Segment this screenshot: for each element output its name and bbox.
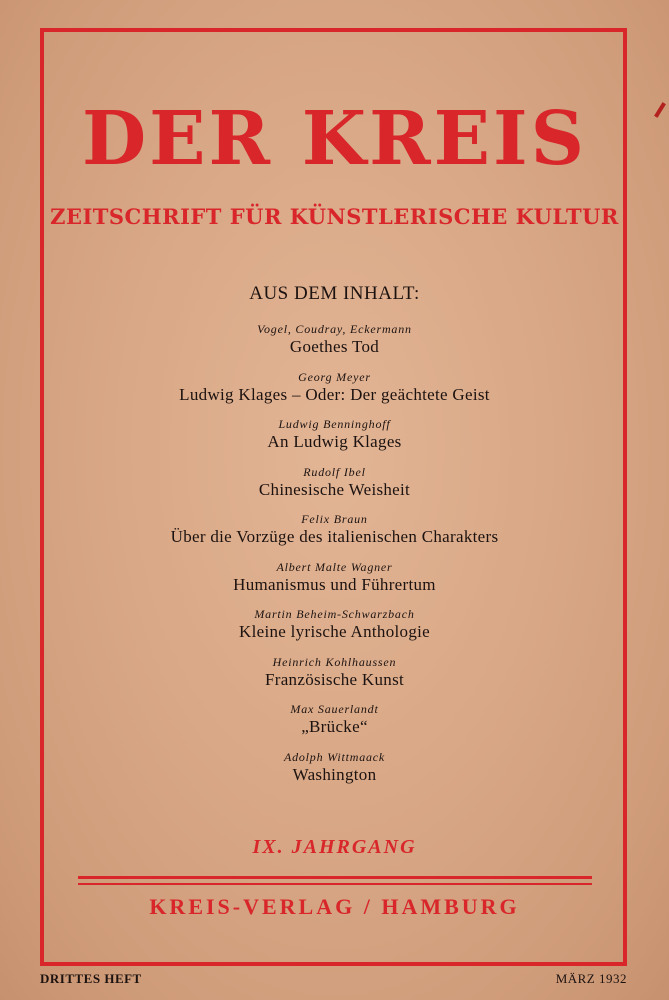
contents-entry <box>0 369 669 417</box>
issue-label: DRITTES HEFT <box>40 971 142 986</box>
contents-heading: AUS DEM INHALT: <box>249 283 420 304</box>
entry-title: Goethes Tod <box>289 337 380 356</box>
entry-title: „Brücke“ <box>301 717 368 736</box>
entry-author: Felix Braun <box>301 512 368 526</box>
contents-entry <box>0 511 669 559</box>
entry-title: Chinesische Weisheit <box>258 479 411 499</box>
issue-date: MÄRZ 1932 <box>555 971 627 986</box>
contents-entry <box>0 749 669 797</box>
entry-title: Washington <box>292 764 377 784</box>
entry-author: Georg Meyer <box>298 369 371 384</box>
magazine-title: DER KREIS <box>81 96 588 182</box>
entry-author: Max Sauerlandt <box>290 702 379 716</box>
entry-title: Über die Vorzüge des italienischen Charakters <box>170 527 499 546</box>
entry-author: Adolph Wittmaack <box>283 749 386 764</box>
divider-rule <box>78 883 592 885</box>
entry-title: Französische Kunst <box>264 669 405 689</box>
divider-rule <box>78 876 592 879</box>
entry-title: Kleine lyrische Anthologie <box>239 622 430 641</box>
contents-entry <box>0 416 669 464</box>
entry-author: Heinrich Kohlhaussen <box>272 654 397 669</box>
volume-label: IX. JAHRGANG <box>252 836 417 858</box>
publisher-label: KREIS-VERLAG / HAMBURG <box>149 894 520 919</box>
contents-list <box>0 321 669 796</box>
magazine-subtitle: ZEITSCHRIFT FÜR KÜNSTLERISCHE KULTUR <box>50 204 619 229</box>
contents-entry <box>0 606 669 654</box>
entry-title: An Ludwig Klages <box>267 432 402 451</box>
entry-author: Rudolf Ibel <box>303 464 366 479</box>
contents-entry <box>0 464 669 512</box>
entry-author: Vogel, Coudray, Eckermann <box>257 322 412 336</box>
contents-entry <box>0 654 669 702</box>
contents-entry <box>0 559 669 607</box>
entry-author: Ludwig Benninghoff <box>278 417 391 431</box>
entry-title: Humanismus und Führertum <box>233 574 436 594</box>
entry-author: Martin Beheim-Schwarzbach <box>254 607 415 621</box>
entry-author: Albert Malte Wagner <box>276 559 393 574</box>
contents-entry <box>0 321 669 369</box>
contents-entry <box>0 701 669 749</box>
entry-title: Ludwig Klages – Oder: Der geächtete Geist <box>179 384 490 404</box>
